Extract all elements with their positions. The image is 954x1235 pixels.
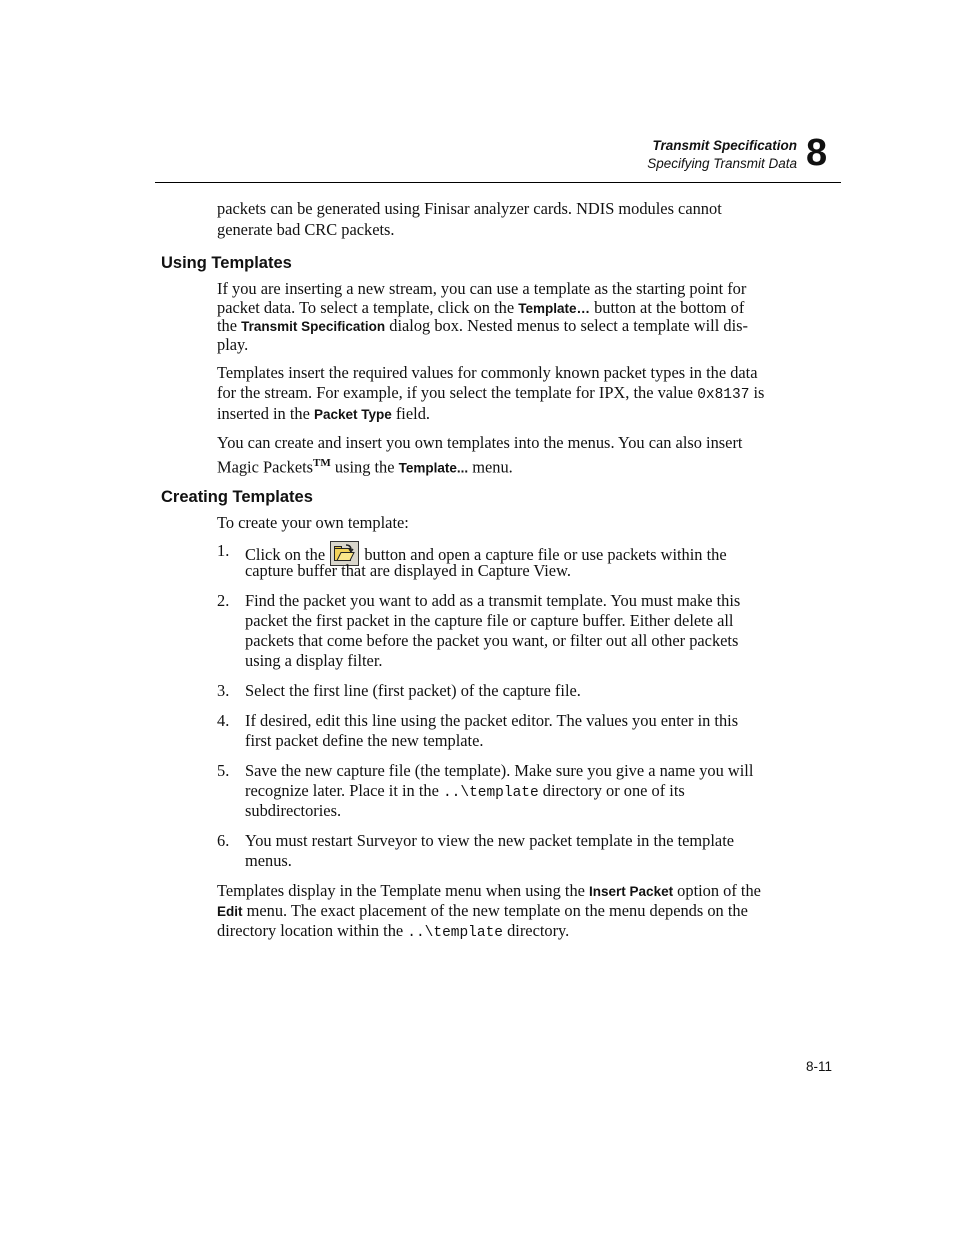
text: packet data. To select a template, click on the bbox=[217, 298, 519, 317]
step-2-line-2: packet the first packet in the capture file or capture buffer. Either delete all bbox=[245, 611, 734, 630]
text: the bbox=[217, 316, 242, 335]
text: inserted in the bbox=[217, 404, 314, 423]
using-p1-line-4: play. bbox=[217, 335, 249, 354]
using-p1-line-1: If you are inserting a new stream, you can use a template as the starting point for bbox=[217, 279, 747, 298]
step-6-line-1: You must restart Surveyor to view the new packet template in the template bbox=[245, 831, 735, 850]
step-2-line-1: Find the packet you want to add as a transmit template. You must make this bbox=[245, 591, 741, 610]
step-number: 2. bbox=[217, 591, 230, 610]
closing-line-3 bbox=[217, 921, 569, 943]
header-section-title: Specifying Transmit Data bbox=[647, 156, 797, 171]
step-number: 4. bbox=[217, 711, 230, 730]
header-chapter-title: Transmit Specification bbox=[652, 138, 797, 153]
using-p3-line-2 bbox=[217, 453, 513, 478]
step-5-line-2 bbox=[245, 781, 685, 803]
text: dialog box. Nested menus to select a template will dis- bbox=[385, 316, 748, 335]
step-number: 6. bbox=[217, 831, 230, 850]
step-2-line-3: packets that come before the packet you want, or filter out all other packets bbox=[245, 631, 739, 650]
closing-line-1 bbox=[217, 881, 761, 902]
header-rule bbox=[155, 182, 841, 183]
ui-label-edit: Edit bbox=[217, 904, 243, 919]
text: using the bbox=[330, 457, 399, 477]
using-p2-line-3 bbox=[217, 404, 430, 425]
ui-label-transmit-specification: Transmit Specification bbox=[241, 319, 386, 334]
ui-label-insert-packet: Insert Packet bbox=[589, 884, 674, 899]
trademark: TM bbox=[313, 457, 331, 469]
text: menu. The exact placement of the new template on the menu depends on the bbox=[242, 901, 748, 920]
using-p2-line-2 bbox=[217, 383, 764, 405]
ui-label-template: Template… bbox=[518, 301, 590, 316]
step-number: 5. bbox=[217, 761, 230, 780]
step-number: 1. bbox=[217, 541, 230, 560]
using-p2-line-1: Templates insert the required values for commonly known packet types in the data bbox=[217, 363, 758, 382]
step-6-line-2: menus. bbox=[245, 851, 292, 870]
text: field. bbox=[391, 404, 430, 423]
step-number: 3. bbox=[217, 681, 230, 700]
intro-line-1: packets can be generated using Finisar analyzer cards. NDIS modules cannot bbox=[217, 199, 722, 218]
text: recognize later. Place it in the bbox=[245, 781, 443, 800]
heading-creating-templates: Creating Templates bbox=[161, 488, 313, 506]
closing-line-2 bbox=[217, 901, 748, 922]
text: option of the bbox=[673, 881, 761, 900]
text: Magic Packets bbox=[217, 457, 314, 477]
using-p1-line-3 bbox=[217, 316, 748, 337]
code-path: ..\template bbox=[442, 785, 539, 801]
creating-intro: To create your own template: bbox=[217, 513, 409, 532]
step-3-line-1: Select the first line (first packet) of the capture file. bbox=[245, 681, 581, 700]
code-path: ..\template bbox=[407, 925, 503, 941]
step-5-line-1: Save the new capture file (the template). Make sure you give a name you will bbox=[245, 761, 754, 780]
using-p3-line-1: You can create and insert you own templates into the menus. You can also insert bbox=[217, 433, 743, 452]
step-5-line-3: subdirectories. bbox=[245, 801, 342, 820]
page-number: 8-11 bbox=[805, 1059, 832, 1074]
step-4-line-1: If desired, edit this line using the packet editor. The values you enter in this bbox=[245, 711, 739, 730]
text: directory. bbox=[502, 921, 570, 940]
text: is bbox=[749, 383, 765, 402]
text: directory location within the bbox=[217, 921, 408, 940]
text: Click on the bbox=[245, 545, 330, 564]
step-1-line-2: capture buffer that are displayed in Capture View. bbox=[245, 561, 571, 580]
intro-line-2: generate bad CRC packets. bbox=[217, 220, 395, 239]
chapter-number: 8 bbox=[806, 132, 828, 174]
ui-label-packet-type: Packet Type bbox=[313, 407, 392, 422]
text: button at the bottom of bbox=[589, 298, 745, 317]
code-value: 0x8137 bbox=[697, 387, 750, 403]
text: button and open a capture file or use packets within the bbox=[360, 545, 727, 564]
text: for the stream. For example, if you select the template for IPX, the value bbox=[217, 383, 698, 402]
heading-using-templates: Using Templates bbox=[161, 254, 292, 272]
text: directory or one of its bbox=[538, 781, 685, 800]
text: Templates display in the Template menu when using the bbox=[217, 881, 590, 900]
step-4-line-2: first packet define the new template. bbox=[245, 731, 484, 750]
ui-label-template-menu: Template... bbox=[398, 460, 469, 476]
text: menu. bbox=[468, 457, 513, 477]
step-2-line-4: using a display filter. bbox=[245, 651, 383, 670]
